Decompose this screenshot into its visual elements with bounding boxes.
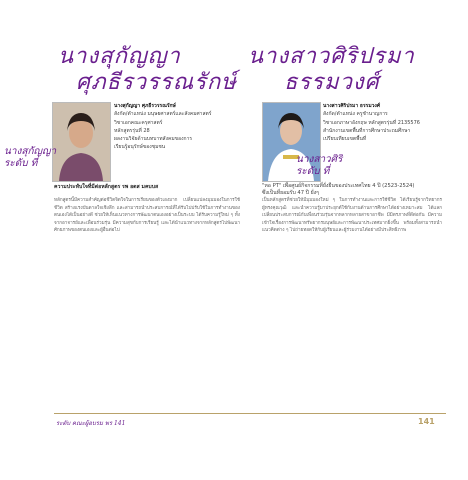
left-info-line: วิชาเอกคณะครุศาสตร์	[114, 119, 163, 126]
left-info-line: หลักสูตรรุ่นที่ 28	[114, 127, 150, 134]
page-number: 141	[418, 417, 435, 426]
right-publication-title-line: "หอ PT" เพื่อศูนย์กิจกรรมที่ยั่งยืนของประเทศไทย 4 ปี (2523-2524)	[262, 183, 415, 189]
left-body-text: หลักสูตรนี้มีความสำคัญต่อชีวิตจิตใจในการเรียนของตัวเองมาก เปลี่ยนแปลงมุมมองในการใช้ชีวิต สร้างแรงบันดาลใจเชิงลึก และสามารถนำประสบการณ์ที่ได้รับไปปรับใช้ในการทำงานของตนเองได้เป็นอย่างดี ช่วยให้เห็นแนวทางการพัฒนาตนเองอย่างเป็นระบบ ได้รับความรู้ใหม่ ๆ ทั้งจากอาจารย์และเพื่อนร่วมรุ่น มีความสุขกับการเรียนรู้ และได้นำแนวทางจากหลักสูตรไปพัฒนาศักยภาพของตนเองและผู้อื่นต่อไป	[54, 198, 240, 234]
left-signature-line1: นางสุกัญญา	[4, 146, 57, 157]
right-profile-name: นางสาวศิริปรมา ธรรมวงศ์	[323, 103, 381, 109]
right-script-title-line1: นางสาวศิริปรมา	[248, 44, 415, 69]
left-profile-info	[114, 102, 234, 152]
right-publication-subtitle: ซึ่งเป็นที่ยอมรับ 47 ปี ยั่งๆ	[262, 190, 319, 196]
right-signature	[296, 154, 342, 178]
right-profile-info	[323, 102, 443, 143]
right-info-line: สำนักงานเขตพื้นที่การศึกษาประถมศึกษา	[323, 127, 411, 134]
left-publication-title: ความประทับใจที่มีต่อหลักสูตร รพ อดส มคบบส	[54, 184, 159, 190]
left-info-line: สังกัด/ตำแหน่ง มนุษยศาสตร์และสังคมศาสตร์	[114, 111, 212, 118]
left-script-title-line2: ศุภธีรวรรณรักษ์	[76, 70, 237, 95]
right-script-title-line2: ธรรมวงศ์	[284, 70, 380, 95]
right-info-line: เปรียบเทียบเขตพื้นที่	[323, 136, 367, 143]
left-profile-name: นางสุกัญญา ศุภธีรวรรณรักษ์	[114, 103, 176, 109]
right-body-text: เป็นหลักสูตรที่ช่วยให้มีมุมมองใหม่ ๆ ในการทำงานและการใช้ชีวิต ได้เรียนรู้จากวิทยากรผู้ทรงคุณวุฒิ และนำความรู้มาประยุกต์ใช้กับงานด้านการศึกษาได้อย่างเหมาะสม ได้แลกเปลี่ยนประสบการณ์กับเพื่อนร่วมรุ่นจากหลากหลายสาขาอาชีพ มีมิตรภาพที่ดีต่อกัน มีความเข้าใจเรื่องการพัฒนาทรัพยากรมนุษย์และการพัฒนาประเทศมากยิ่งขึ้น พร้อมทั้งสามารถนำแนวคิดต่าง ๆ ไปถ่ายทอดให้กับผู้เรียนและผู้ร่วมงานได้อย่างมีประสิทธิภาพ	[262, 198, 442, 234]
right-signature-line2: ระดับ ที่	[296, 166, 330, 177]
footer-text: ระดับ คณะผู้อบรม พร 141	[56, 420, 126, 427]
left-signature	[4, 146, 56, 170]
footer-divider	[54, 413, 446, 414]
left-info-line: เรียนรู้อนุรักษ์ของชุมชน	[114, 144, 166, 151]
right-publication-title	[262, 183, 442, 197]
right-info-line: สังกัด/ตำแหน่ง ครูชำนาญการ	[323, 111, 388, 118]
left-info-line: ผลงานวิจัยด้านบทบาทสังคมของการ	[114, 136, 193, 143]
left-portrait-photo	[52, 102, 111, 182]
right-info-line: วิชาเอกภาษาอังกฤษ หลักสูตรรุ่นที่ 2135576	[323, 119, 420, 126]
left-signature-line2: ระดับ ที่	[4, 158, 38, 169]
right-signature-line1: นางสาวศิริ	[296, 154, 343, 165]
left-script-title-line1: นางสุกัญญา	[58, 44, 181, 69]
